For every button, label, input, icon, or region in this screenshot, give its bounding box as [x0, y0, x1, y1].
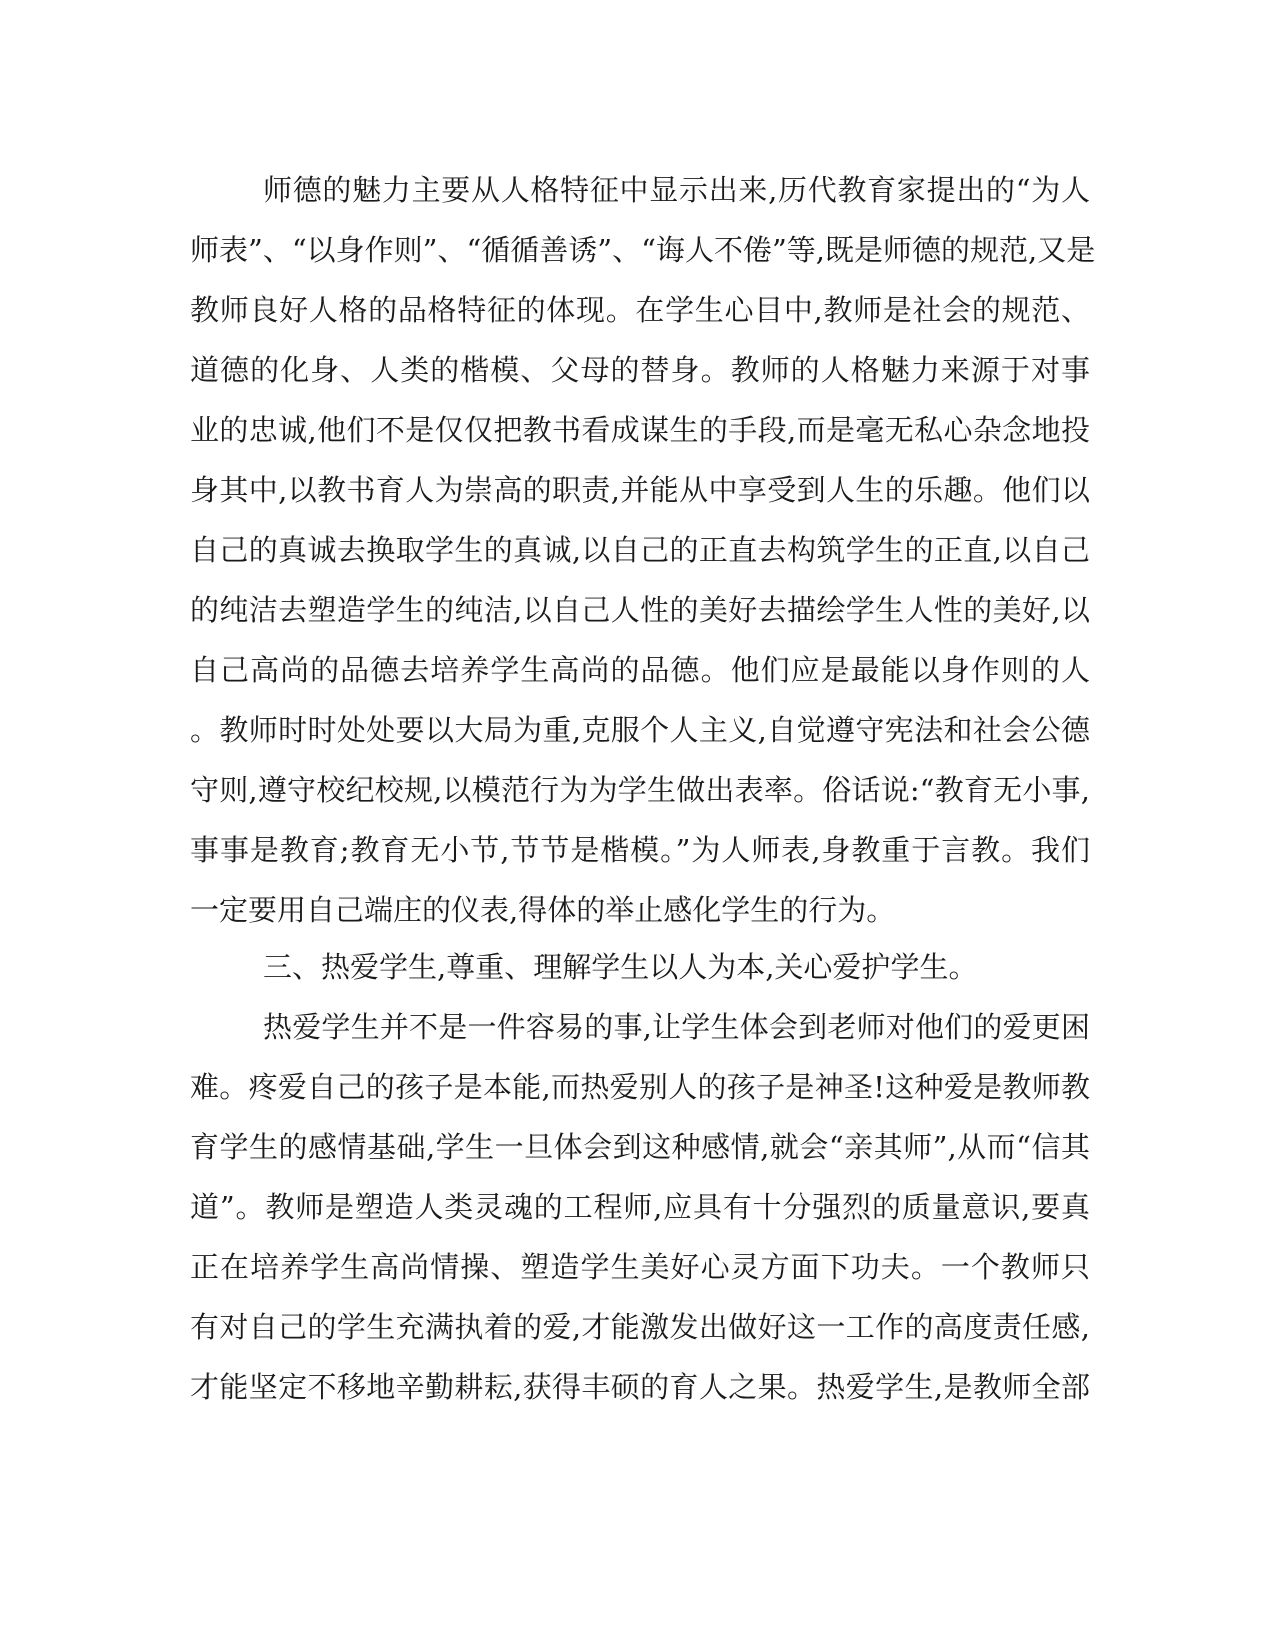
section-heading: 三、热爱学生,尊重、理解学生以人为本,关心爱护学生。: [263, 950, 978, 984]
paragraph-line: 难。疼爱自己的孩子是本能,而热爱别人的孩子是神圣!这种爱是教师教: [190, 1070, 1090, 1104]
paragraph-line: 守则,遵守校纪校规,以模范行为为学生做出表率。俗话说:“教育无小事,: [190, 773, 1090, 807]
paragraph-line: 才能坚定不移地辛勤耕耘,获得丰硕的育人之果。热爱学生,是教师全部: [190, 1370, 1090, 1404]
paragraph-line: 道德的化身、人类的楷模、父母的替身。教师的人格魅力来源于对事: [190, 353, 1090, 387]
paragraph-line: 身其中,以教书育人为崇高的职责,并能从中享受到人生的乐趣。他们以: [190, 473, 1090, 507]
paragraph-line: 自己高尚的品德去培养学生高尚的品德。他们应是最能以身作则的人: [190, 653, 1090, 687]
paragraph-line: 业的忠诚,他们不是仅仅把教书看成谋生的手段,而是毫无私心杂念地投: [190, 413, 1090, 447]
paragraph-line: 事事是教育;教育无小节,节节是楷模。”为人师表,身教重于言教。我们: [190, 833, 1090, 867]
paragraph-line: 热爱学生并不是一件容易的事,让学生体会到老师对他们的爱更困: [263, 1010, 1090, 1044]
paragraph-line: 育学生的感情基础,学生一旦体会到这种感情,就会“亲其师”,从而“信其: [190, 1130, 1090, 1164]
paragraph-line: 师表”、“以身作则”、“循循善诱”、“诲人不倦”等,既是师德的规范,又是: [190, 233, 1096, 267]
paragraph-line: 。教师时时处处要以大局为重,克服个人主义,自觉遵守宪法和社会公德: [190, 713, 1090, 747]
paragraph-line: 道”。教师是塑造人类灵魂的工程师,应具有十分强烈的质量意识,要真: [190, 1190, 1090, 1224]
paragraph-line: 教师良好人格的品格特征的体现。在学生心目中,教师是社会的规范、: [190, 293, 1090, 327]
paragraph-line: 的纯洁去塑造学生的纯洁,以自己人性的美好去描绘学生人性的美好,以: [190, 593, 1090, 627]
paragraph-line: 正在培养学生高尚情操、塑造学生美好心灵方面下功夫。一个教师只: [190, 1250, 1090, 1284]
paragraph-line: 自己的真诚去换取学生的真诚,以自己的正直去构筑学生的正直,以自己: [190, 533, 1090, 567]
paragraph-line: 一定要用自己端庄的仪表,得体的举止感化学生的行为。: [190, 893, 896, 927]
paragraph-line: 师德的魅力主要从人格特征中显示出来,历代教育家提出的“为人: [263, 173, 1090, 207]
paragraph-line: 有对自己的学生充满执着的爱,才能激发出做好这一工作的高度责任感,: [190, 1310, 1090, 1344]
